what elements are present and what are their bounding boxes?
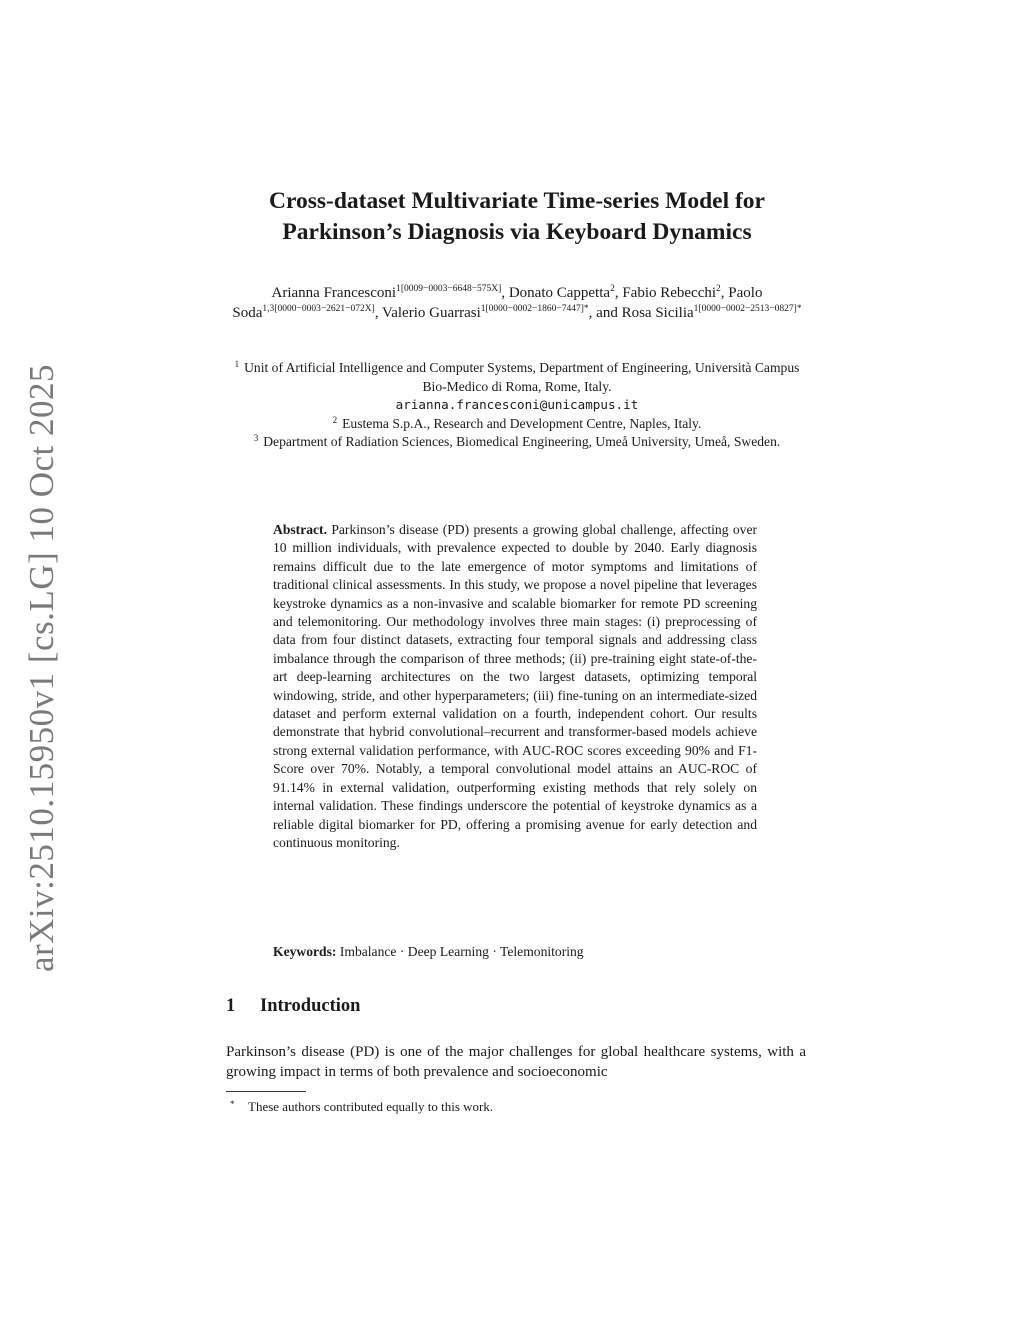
- author-conjunction: and: [596, 305, 618, 321]
- author-name: Valerio Guarrasi: [382, 305, 481, 321]
- affiliation-mark: 2: [332, 414, 338, 425]
- paper-title-line-2: Parkinson’s Diagnosis via Keyboard Dynamics: [282, 219, 752, 245]
- section-heading: [226, 996, 360, 1017]
- section-title: Introduction: [260, 996, 361, 1016]
- affiliation-mark: 3: [253, 433, 259, 444]
- abstract-text: Parkinson’s disease (PD) presents a growing global challenge, affecting over 10 million individuals, with prevalence expected to double by 2040. Early diagnosis remains difficult due to the late emergence of motor symptoms and limitations of traditional clinical assessments. In this study, we propose a novel pipeline that leverages keystroke dynamics as a non-invasive and scalable biomarker for remote PD screening and telemonitoring. Our methodology involves three main stages: (i) preprocessing of data from four distinct datasets, extracting four temporal signals and addressing class imbalance through the comparison of three methods; (ii) pre-training eight state-of-the-art deep-learning architectures on the two largest datasets, optimizing temporal windowing, stride, and other hyperparameters; (iii) fine-tuning on an intermediate-sized dataset and perform external validation on a fourth, independent cohort. Our results demonstrate that hybrid convolutional–recurrent and transformer-based models achieve strong external validation performance, with AUC-ROC scores exceeding 90% and F1-Score over 70%. Notably, a temporal convolutional model attains an AUC-ROC of 91.14% in external validation, outperforming existing methods that rely solely on internal validation. These findings underscore the potential of keystroke dynamics as a reliable digital biomarker for PD, offering a promising avenue for early detection and continuous monitoring.: [273, 522, 758, 850]
- arxiv-identifier-stamp: arXiv:2510.15950v1 [cs.LG] 10 Oct 2025: [22, 363, 61, 973]
- abstract: [273, 521, 757, 852]
- author-affiliation-orcid: 2: [610, 284, 615, 294]
- affiliation-1: $^1$ Unit of Artificial Intelligence and Computer Systems, Department of Engineering, Università Campus Bio-Medico di Roma, Rome, Italy.: [234, 359, 800, 394]
- section-body-text: Parkinson’s disease (PD) is one of the major challenges for global healthcare systems, with a growing impact in terms of both prevalence and socioeconomic: [226, 1044, 806, 1080]
- author-name: Rosa Sicilia: [621, 305, 694, 321]
- footnote-text: These authors contributed equally to this work.: [248, 1099, 494, 1114]
- author-affiliation-orcid: 1,3[0000−0003−2621−072X]: [262, 304, 375, 314]
- author-affiliation-orcid: 1[0000−0002−2513−0827]*: [693, 304, 802, 314]
- keywords-text: Imbalance · Deep Learning · Telemonitoring: [339, 944, 584, 959]
- keywords-label: Keywords:: [273, 944, 337, 959]
- affiliation-email[interactable]: [222, 396, 812, 415]
- author-name: Paolo Soda: [232, 285, 763, 321]
- author-name: Fabio Rebecchi: [622, 285, 717, 301]
- footnote-divider: [226, 1091, 306, 1092]
- affiliation-2: $^2$ Eustema S.p.A., Research and Development Centre, Naples, Italy.: [332, 414, 702, 431]
- keywords: [273, 943, 757, 961]
- author-affiliation-orcid: 1[0000−0002−1860−7447]*: [480, 304, 589, 314]
- affiliation-mark: 1: [234, 359, 240, 369]
- author-name: Arianna Francesconi: [271, 285, 397, 301]
- affiliation-3: $^3$ Department of Radiation Sciences, Biomedical Engineering, Umeå University, Umeå, Sweden.: [253, 433, 781, 450]
- paper-title-line-1: Cross-dataset Multivariate Time-series Model for: [268, 188, 765, 214]
- author-affiliation-orcid: 2: [716, 284, 721, 294]
- paper-title: [212, 186, 822, 248]
- author-name: Donato Cappetta: [508, 285, 611, 301]
- section-number: 1: [226, 996, 236, 1016]
- affiliation-list: [222, 359, 812, 452]
- footnote-mark: *: [230, 1099, 235, 1109]
- footnote: [230, 1096, 493, 1115]
- author-list: Arianna Francesconi$^{1[0009-0003-6648-575X]}$, Donato Cappetta$^2$, Fabio Rebecchi$^2$, Paolo Soda$^{1,3[0000-0003-2621-072X]}$, Valerio Guarrasi$^{1[0000-0002-1860-7447]*}$, and Rosa Sicilia$^{1[0000-0002-2513-0827]*}$: [232, 284, 802, 321]
- author-affiliation-orcid: 1[0009−0003−6648−575X]: [396, 284, 502, 294]
- abstract-label: Abstract.: [273, 522, 327, 537]
- email-link[interactable]: arianna.francesconi@unicampus.it: [395, 397, 639, 413]
